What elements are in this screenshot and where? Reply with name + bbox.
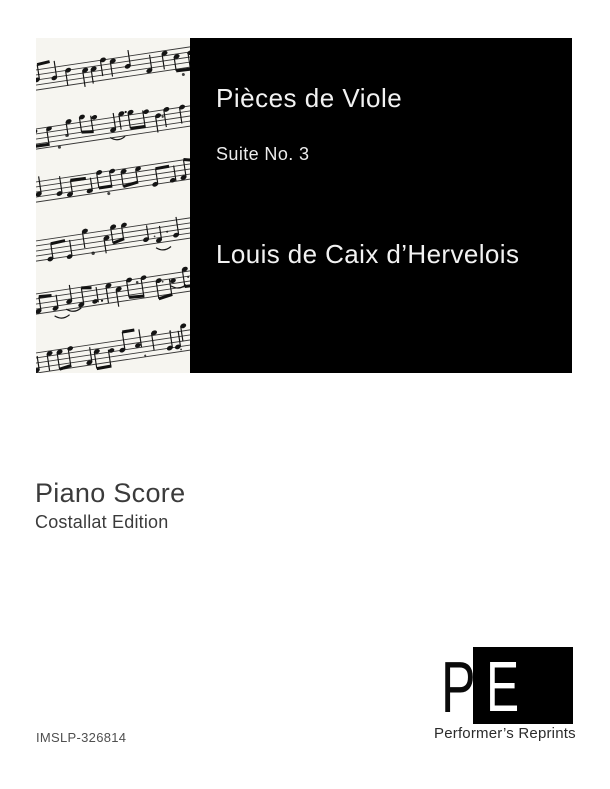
publisher-name: Performer’s Reprints [434, 725, 576, 742]
pe-monogram-icon [437, 637, 577, 732]
work-title: Pièces de Viole [216, 83, 403, 113]
cover-banner [36, 38, 572, 373]
work-subtitle: Suite No. 3 [216, 144, 310, 164]
composer-name: Louis de Caix d’Hervelois [216, 239, 520, 269]
sheet-music-icon [36, 38, 190, 373]
imslp-catalog-number: IMSLP-326814 [36, 730, 127, 745]
score-type-label: Piano Score [35, 478, 186, 508]
logo-letter-e: E [486, 647, 520, 727]
manuscript-music-image [36, 38, 190, 373]
edition-label: Costallat Edition [35, 512, 169, 532]
logo-letter-p: P [441, 647, 476, 729]
